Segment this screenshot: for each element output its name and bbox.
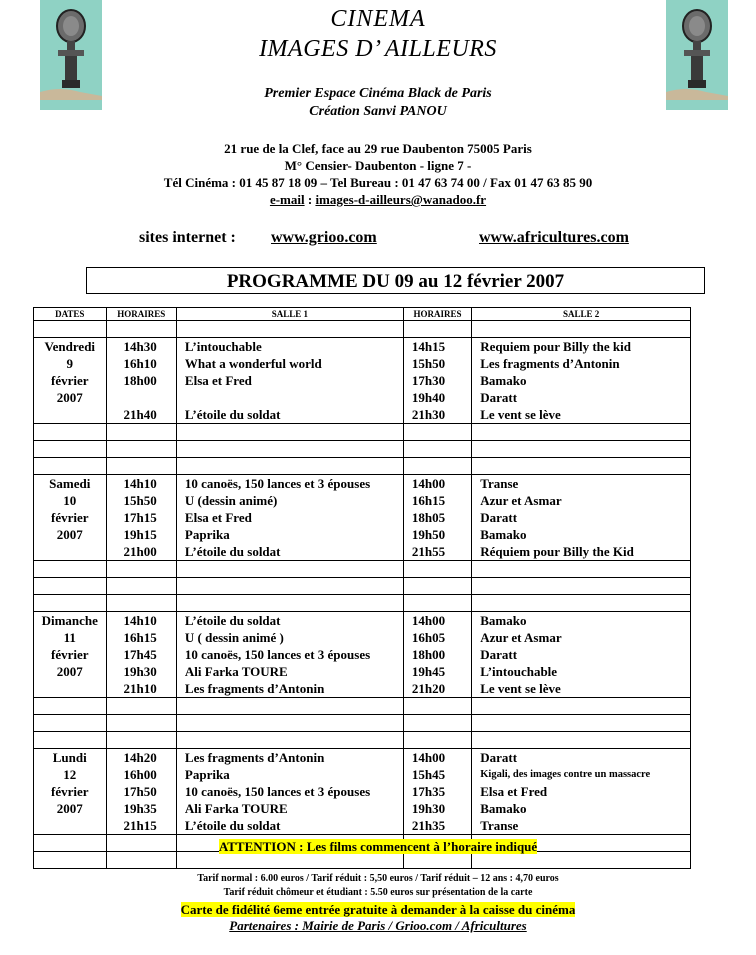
film-salle-2: Le vent se lève xyxy=(480,407,561,422)
spacer-cell xyxy=(34,578,107,595)
film-salle-1: L’étoile du soldat xyxy=(184,613,281,628)
film-salle-1: Les fragments d’Antonin xyxy=(184,750,325,765)
showtime-salle-2: 18h05 xyxy=(411,510,446,525)
film-salle-2: Elsa et Fred xyxy=(480,784,548,799)
day-date-cell xyxy=(34,749,107,835)
showtime-salle-2: 19h30 xyxy=(411,801,446,816)
film-salle-1: U ( dessin animé ) xyxy=(184,630,284,645)
spacer-cell xyxy=(472,321,691,338)
spacer-cell xyxy=(472,578,691,595)
film-salle-2: Daratt xyxy=(480,510,518,525)
col-header-salle-2: SALLE 2 xyxy=(472,308,691,321)
spacer-row xyxy=(34,424,691,441)
showtime-salle-1: 17h45 xyxy=(123,647,157,662)
subtitle-creation: Création Sanvi PANOU xyxy=(309,104,447,119)
spacer-cell xyxy=(403,424,471,441)
showtime-salle-1: 16h00 xyxy=(123,767,157,782)
day-date-line: février xyxy=(50,784,89,799)
showtime-salle-2-cell xyxy=(403,338,471,424)
site-link-grioo[interactable]: www.grioo.com xyxy=(271,229,377,246)
spacer-cell xyxy=(403,321,471,338)
film-salle-1-cell xyxy=(176,749,403,835)
film-salle-2: Le vent se lève xyxy=(480,681,561,696)
spacer-cell xyxy=(176,698,403,715)
film-salle-2: Daratt xyxy=(480,750,518,765)
programme-title: PROGRAMME DU 09 au 12 février 2007 xyxy=(86,267,705,294)
showtime-salle-2: 21h35 xyxy=(411,818,446,833)
film-salle-2: Azur et Asmar xyxy=(480,630,562,645)
day-date-line: 2007 xyxy=(56,664,83,679)
film-salle-2: Transe xyxy=(480,818,519,833)
showtime-salle-2: 18h00 xyxy=(411,647,446,662)
spacer-cell xyxy=(176,321,403,338)
showtime-salle-1: 21h40 xyxy=(123,407,157,422)
film-salle-2: Les fragments d’Antonin xyxy=(480,356,620,371)
showtime-salle-1-cell xyxy=(106,749,176,835)
spacer-cell xyxy=(176,715,403,732)
site-link-africultures[interactable]: www.africultures.com xyxy=(479,229,629,246)
film-salle-1: L’intouchable xyxy=(184,339,262,354)
film-salle-2: Transe xyxy=(480,476,519,491)
showtime-salle-1: 18h00 xyxy=(123,373,157,388)
showtime-salle-2: 14h15 xyxy=(411,339,446,354)
film-salle-1-cell xyxy=(176,338,403,424)
spacer-cell xyxy=(472,458,691,475)
showtime-salle-1: 21h10 xyxy=(123,681,157,696)
showtime-salle-2: 14h00 xyxy=(411,750,446,765)
showtime-salle-2: 19h50 xyxy=(411,527,446,542)
showtime-salle-2: 15h50 xyxy=(411,356,446,371)
day-date-line: 10 xyxy=(63,493,77,508)
partners-line: Partenaires : Mairie de Paris / Grioo.com / Africultures xyxy=(229,918,527,933)
spacer-cell xyxy=(472,441,691,458)
showtime-salle-2: 14h00 xyxy=(411,476,446,491)
film-salle-1-cell xyxy=(176,612,403,698)
showtime-salle-1: 14h20 xyxy=(123,750,157,765)
col-header-salle-1: SALLE 1 xyxy=(176,308,403,321)
day-date-line: Dimanche xyxy=(41,613,98,628)
film-salle-1: U (dessin animé) xyxy=(184,493,278,508)
showtime-salle-2: 19h45 xyxy=(411,664,446,679)
day-date-cell xyxy=(34,612,107,698)
phone-numbers: Tél Cinéma : 01 45 87 18 09 – Tel Bureau : 01 47 63 74 00 / Fax 01 47 63 85 90 xyxy=(163,175,593,190)
spacer-cell xyxy=(472,698,691,715)
spacer-cell xyxy=(34,732,107,749)
col-header-horaires-2: HORAIRES xyxy=(403,308,471,321)
spacer-cell xyxy=(176,424,403,441)
spacer-cell xyxy=(472,732,691,749)
metro-info: M° Censier- Daubenton - ligne 7 - xyxy=(284,158,472,173)
email-separator: : xyxy=(304,192,316,207)
showtime-salle-2: 16h05 xyxy=(411,630,446,645)
sites-label: sites internet : xyxy=(139,229,236,246)
film-salle-2-cell xyxy=(472,749,691,835)
film-salle-2-cell xyxy=(472,338,691,424)
spacer-cell xyxy=(176,578,403,595)
spacer-row xyxy=(34,698,691,715)
cinema-name: IMAGES D’ AILLEURS xyxy=(259,36,497,62)
spacer-row xyxy=(34,441,691,458)
spacer-cell xyxy=(34,715,107,732)
day-date-line: 2007 xyxy=(56,390,83,405)
day-date-line: 2007 xyxy=(56,527,83,542)
film-salle-1: Les fragments d’Antonin xyxy=(184,681,325,696)
spacer-cell xyxy=(403,715,471,732)
spacer-row xyxy=(34,595,691,612)
day-row xyxy=(34,338,691,424)
spacer-cell xyxy=(176,458,403,475)
film-salle-1 xyxy=(177,389,403,406)
day-date-line: février xyxy=(50,647,89,662)
showtime-salle-1: 14h30 xyxy=(123,339,157,354)
spacer-cell xyxy=(106,715,176,732)
table-header-row xyxy=(34,308,691,321)
day-row xyxy=(34,475,691,561)
spacer-row xyxy=(34,561,691,578)
showtime-salle-2: 17h35 xyxy=(411,784,446,799)
film-salle-1: Paprika xyxy=(184,527,230,542)
spacer-cell xyxy=(106,561,176,578)
film-salle-1: L’étoile du soldat xyxy=(184,818,281,833)
spacer-cell xyxy=(34,698,107,715)
spacer-row xyxy=(34,715,691,732)
day-date-cell xyxy=(34,338,107,424)
spacer-cell xyxy=(106,321,176,338)
spacer-cell xyxy=(106,441,176,458)
day-date-line: Lundi xyxy=(52,750,87,765)
day-row xyxy=(34,749,691,835)
spacer-cell xyxy=(472,424,691,441)
day-date-line: 9 xyxy=(66,356,73,371)
film-salle-2: Bamako xyxy=(480,373,527,388)
spacer-cell xyxy=(472,595,691,612)
film-salle-1: Elsa et Fred xyxy=(184,373,252,388)
showtime-salle-2: 19h40 xyxy=(411,390,446,405)
showtime-salle-2: 14h00 xyxy=(411,613,446,628)
film-salle-2: Bamako xyxy=(480,527,527,542)
spacer-cell xyxy=(106,595,176,612)
showtime-salle-1-cell xyxy=(106,612,176,698)
showtime-salle-2-cell xyxy=(403,475,471,561)
spacer-row xyxy=(34,578,691,595)
spacer-row xyxy=(34,321,691,338)
spacer-cell xyxy=(34,458,107,475)
showtime-salle-2: 16h15 xyxy=(411,493,446,508)
showtime-salle-2-cell xyxy=(403,612,471,698)
attention-notice xyxy=(0,839,756,855)
spacer-cell xyxy=(403,698,471,715)
day-date-line: Vendredi xyxy=(44,339,96,354)
film-salle-2: Azur et Asmar xyxy=(480,493,562,508)
showtime-salle-1: 19h15 xyxy=(123,527,157,542)
spacer-cell xyxy=(106,424,176,441)
showtime-salle-1: 16h10 xyxy=(123,356,157,371)
spacer-cell xyxy=(403,458,471,475)
showtime-salle-1: 16h15 xyxy=(123,630,157,645)
spacer-cell xyxy=(403,561,471,578)
film-salle-2: Bamako xyxy=(480,613,527,628)
tarif-line-2: Tarif réduit chômeur et étudiant : 5.50 euros sur présentation de la carte xyxy=(223,887,533,898)
spacer-cell xyxy=(472,715,691,732)
day-date-line: Samedi xyxy=(49,476,91,491)
film-salle-2: Daratt xyxy=(480,647,518,662)
spacer-row xyxy=(34,458,691,475)
film-salle-1: 10 canoës, 150 lances et 3 épouses xyxy=(184,647,371,662)
spacer-cell xyxy=(176,441,403,458)
spacer-cell xyxy=(106,698,176,715)
day-date-line: février xyxy=(50,373,89,388)
spacer-cell xyxy=(106,578,176,595)
showtime-salle-1: 15h50 xyxy=(123,493,157,508)
spacer-cell xyxy=(34,595,107,612)
day-date-line: 11 xyxy=(63,630,76,645)
spacer-cell xyxy=(176,595,403,612)
spacer-cell xyxy=(34,424,107,441)
subtitle-espace: Premier Espace Cinéma Black de Paris xyxy=(264,86,492,101)
film-salle-1: Paprika xyxy=(184,767,230,782)
spacer-cell xyxy=(403,732,471,749)
spacer-cell xyxy=(176,732,403,749)
showtime-salle-1: 21h00 xyxy=(123,544,157,559)
film-salle-2: Réquiem pour Billy the Kid xyxy=(480,544,634,559)
email-label: e-mail xyxy=(269,192,305,207)
address: 21 rue de la Clef, face au 29 rue Daubenton 75005 Paris xyxy=(224,141,532,156)
film-salle-2: Kigali, des images contre un massacre xyxy=(480,769,651,780)
film-salle-2: Bamako xyxy=(480,801,527,816)
film-salle-2: Requiem pour Billy the kid xyxy=(480,339,631,354)
film-salle-2: Daratt xyxy=(480,390,518,405)
film-salle-1: 10 canoës, 150 lances et 3 épouses xyxy=(184,476,371,491)
col-header-horaires-1: HORAIRES xyxy=(106,308,176,321)
spacer-cell xyxy=(472,561,691,578)
showtime-salle-2: 17h30 xyxy=(411,373,446,388)
day-date-cell xyxy=(34,475,107,561)
showtime-salle-2: 15h45 xyxy=(411,767,446,782)
email-link[interactable]: images-d-ailleurs@wanadoo.fr xyxy=(315,192,487,207)
film-salle-1: L’étoile du soldat xyxy=(184,544,281,559)
film-salle-1-cell xyxy=(176,475,403,561)
attention-text: ATTENTION : Les films commencent à l’horaire indiqué xyxy=(218,839,538,854)
film-salle-2-cell xyxy=(472,475,691,561)
film-salle-1: L’étoile du soldat xyxy=(184,407,281,422)
fidelity-card-notice xyxy=(0,902,756,918)
film-salle-2-cell xyxy=(472,612,691,698)
showtime-salle-1: 14h10 xyxy=(123,613,157,628)
spacer-cell xyxy=(34,561,107,578)
day-date-line: février xyxy=(50,510,89,525)
day-date-line: 12 xyxy=(63,767,77,782)
film-salle-1: Elsa et Fred xyxy=(184,510,252,525)
film-salle-1: What a wonderful world xyxy=(184,356,322,371)
showtime-salle-2-cell xyxy=(403,749,471,835)
fidelity-card-text: Carte de fidélité 6eme entrée gratuite à demander à la caisse du cinéma xyxy=(180,902,576,917)
showtime-salle-1-cell xyxy=(106,338,176,424)
film-salle-1: 10 canoës, 150 lances et 3 épouses xyxy=(184,784,371,799)
spacer-cell xyxy=(403,578,471,595)
showtime-salle-1 xyxy=(107,389,176,406)
schedule-table xyxy=(33,307,691,869)
spacer-cell xyxy=(34,321,107,338)
film-salle-2: L’intouchable xyxy=(480,664,558,679)
film-salle-1: Ali Farka TOURE xyxy=(184,664,288,679)
spacer-cell xyxy=(106,732,176,749)
film-salle-1: Ali Farka TOURE xyxy=(184,801,288,816)
showtime-salle-1-cell xyxy=(106,475,176,561)
day-date-line: 2007 xyxy=(56,801,83,816)
spacer-cell xyxy=(403,441,471,458)
day-row xyxy=(34,612,691,698)
email-line xyxy=(0,192,756,208)
showtime-salle-2: 21h20 xyxy=(411,681,446,696)
showtime-salle-1: 19h35 xyxy=(123,801,157,816)
cinema-title: CINEMA xyxy=(330,6,426,32)
spacer-cell xyxy=(403,595,471,612)
tarif-line-1: Tarif normal : 6.00 euros / Tarif réduit : 5,50 euros / Tarif réduit – 12 ans : 4,70 euros xyxy=(197,873,559,884)
spacer-row xyxy=(34,732,691,749)
showtime-salle-1: 21h15 xyxy=(123,818,157,833)
spacer-cell xyxy=(34,441,107,458)
col-header-dates: DATES xyxy=(34,308,107,321)
showtime-salle-2: 21h30 xyxy=(411,407,446,422)
spacer-cell xyxy=(176,561,403,578)
showtime-salle-1: 14h10 xyxy=(123,476,157,491)
showtime-salle-2: 21h55 xyxy=(411,544,446,559)
spacer-cell xyxy=(106,458,176,475)
showtime-salle-1: 19h30 xyxy=(123,664,157,679)
showtime-salle-1: 17h50 xyxy=(123,784,157,799)
showtime-salle-1: 17h15 xyxy=(123,510,157,525)
